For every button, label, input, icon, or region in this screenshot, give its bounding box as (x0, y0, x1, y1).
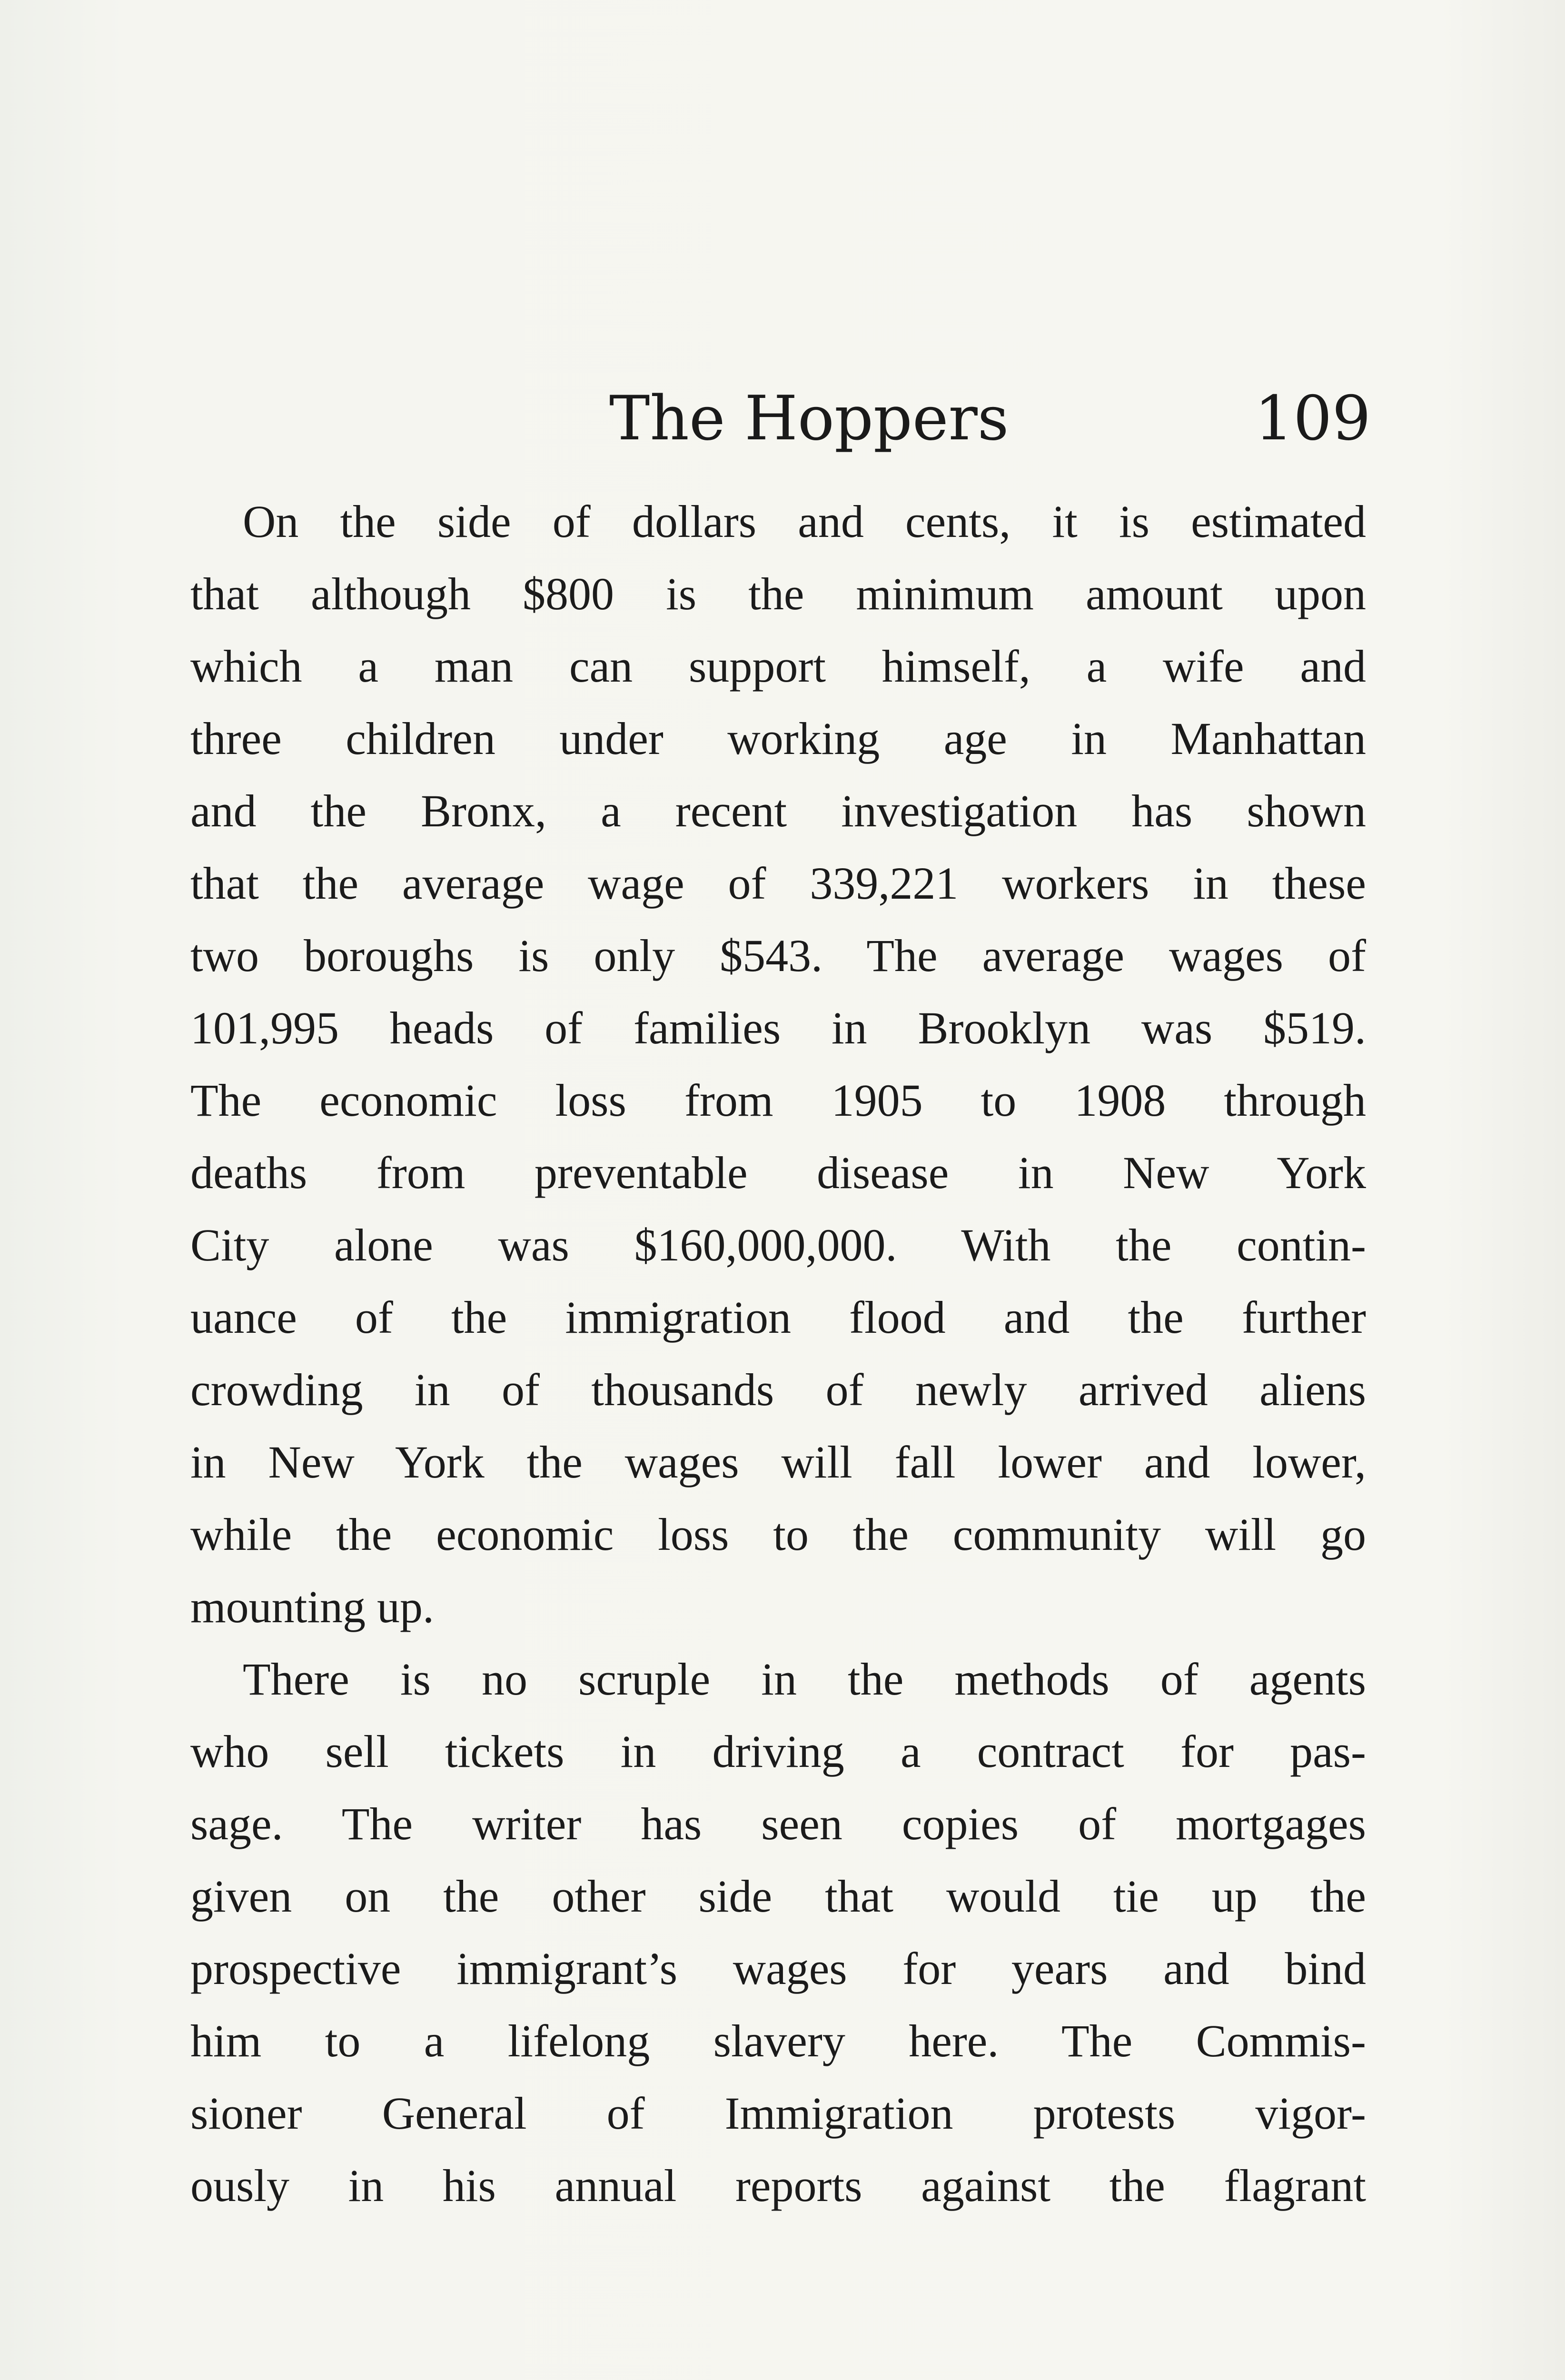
running-head: The Hoppers (609, 383, 1009, 454)
text-line: mounting up. (190, 1581, 435, 1632)
text-line: On the side of dollars and cents, it is estimated (243, 496, 1366, 547)
text-line: ously in his annual reports against the flagrant (190, 2160, 1366, 2211)
text-line: two boroughs is only $543. The average wages of (190, 930, 1366, 981)
text-line: sioner General of Immigration protests vigor- (190, 2088, 1366, 2139)
page-number: 109 (1254, 383, 1371, 454)
text-line: City alone was $160,000,000. With the contin- (190, 1220, 1366, 1270)
text-line: sage. The writer has seen copies of mortgages (190, 1798, 1366, 1849)
text-line: him to a lifelong slavery here. The Commis- (190, 2015, 1366, 2066)
text-line: which a man can support himself, a wife and (190, 641, 1366, 692)
body-text (190, 486, 1366, 2222)
text-line: while the economic loss to the community will go (190, 1509, 1366, 1560)
text-line: in New York the wages will fall lower and lower, (190, 1437, 1366, 1488)
paragraph-1 (190, 486, 1366, 1643)
text-line: three children under working age in Manhattan (190, 713, 1366, 764)
text-line: and the Bronx, a recent investigation has shown (190, 785, 1366, 836)
text-line: The economic loss from 1905 to 1908 through (190, 1075, 1366, 1126)
text-line: that the average wage of 339,221 workers in these (190, 858, 1366, 909)
text-line: There is no scruple in the methods of agents (243, 1654, 1366, 1705)
paragraph-2 (190, 1643, 1366, 2222)
text-line: crowding in of thousands of newly arrived aliens (190, 1364, 1366, 1415)
text-line: given on the other side that would tie up the (190, 1871, 1366, 1922)
text-line: prospective immigrant’s wages for years and bind (190, 1943, 1366, 1994)
text-line: deaths from preventable disease in New York (190, 1147, 1366, 1198)
text-line: 101,995 heads of families in Brooklyn was $519. (190, 1002, 1366, 1053)
page-header (200, 371, 1371, 466)
text-line: uance of the immigration flood and the further (190, 1292, 1366, 1343)
text-line: who sell tickets in driving a contract for pas- (190, 1726, 1366, 1777)
text-line: that although $800 is the minimum amount upon (190, 568, 1366, 619)
